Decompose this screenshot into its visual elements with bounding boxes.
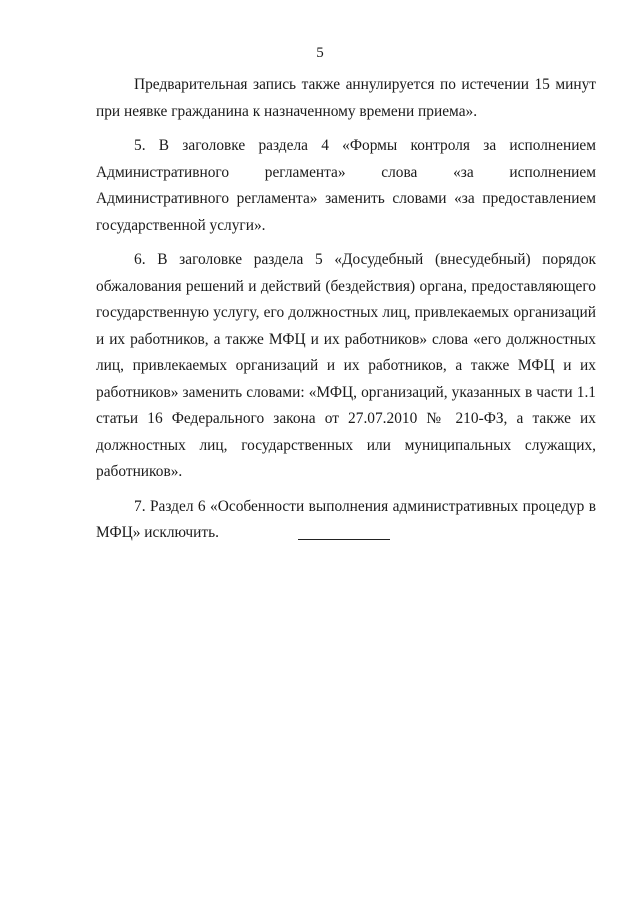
paragraph-item-7: 7. Раздел 6 «Особенности выполнения административных процедур в МФЦ» исключить. (96, 497, 596, 541)
page-number: 5 (316, 45, 324, 61)
paragraph-item-6: 6. В заголовке раздела 5 «Досудебный (внесудебный) порядок обжалования решений и действий (бездействия) органа, предоставляющего государственную услугу, его должностных лиц, привлекаемых организаций и их работников, а также МФЦ и их работников» слова «его должностных лиц, привлекаемых организаций и их работников, а также МФЦ и их работников» заменить словами: «МФЦ, организаций, указанных в части 1.1 статьи 16 Федерального закона от 27.07.2010 № 210-ФЗ, а также их должностных лиц, государственных или муниципальных служащих, работников». (96, 251, 596, 480)
end-of-document-rule (298, 539, 390, 540)
document-body (96, 72, 596, 555)
paragraph-item-5: 5. В заголовке раздела 4 «Формы контроля за исполнением Административного регламента» слова «за исполнением Административного регламента» заменить словами «за предоставлением государственной услуги». (96, 137, 596, 234)
paragraph-continuation: Предварительная запись также аннулируется по истечении 15 минут при неявке гражданина к назначенному времени приема». (96, 76, 596, 120)
